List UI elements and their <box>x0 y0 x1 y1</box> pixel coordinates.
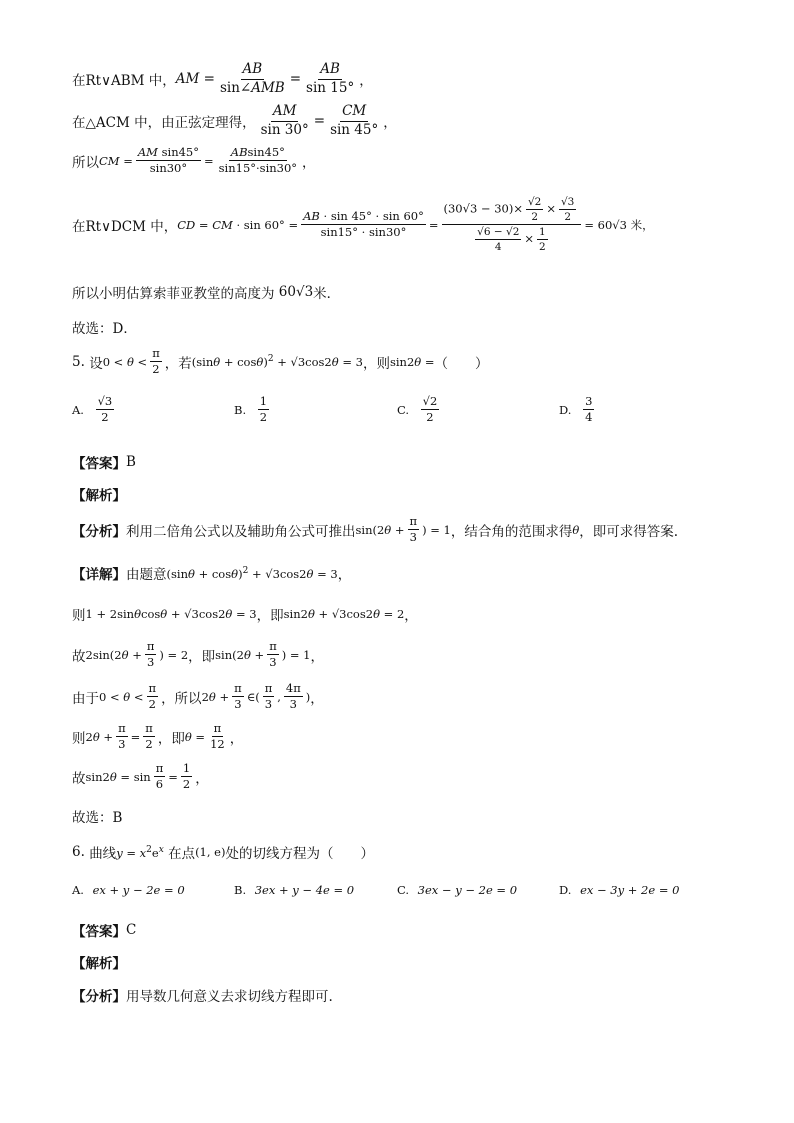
q5-choose: 故选：B <box>72 810 123 826</box>
q5-step-5: 故 sin2θ = sin $\frac{\pi}{6}$ = $\frac{1}{2}$ ， <box>72 761 209 792</box>
eq-line-cd: 在Rt∨DCM 中， CD = CM · sin 60° = $\frac{AB \cdot \sin 45^\circ \cdot \sin 60^\circ}{\sin 15^\circ \cdot \sin 30^\circ}$ = (30√3 − 30)× $\frac{√2}{2}$ × $\frac{√3}{2}$ $\frac{√6 - √2}{4}$ × $\frac{1}{2}$ = 60√3 米， <box>72 196 654 254</box>
q5-fenxi: 【分析】 利用二倍角公式以及辅助角公式可推出 sin(2θ + $\frac{\pi}{3}$ ) = 1 ，结合角的范围求得 θ ，即可求得答案. <box>72 514 679 545</box>
q6-answer: 【答案】 C <box>72 922 137 940</box>
q6-number: 6. <box>72 844 85 860</box>
conclusion-line: 所以小明估算索菲亚教堂的高度为 60√3 米． <box>72 284 341 302</box>
q5-step-1: 则 1 + 2sinθcosθ + √3cos2θ = 3 ，即 sin2θ + √3cos2θ = 2 ， <box>72 607 418 624</box>
q5-option-a: A. $\frac{√3}{2}$ <box>72 394 113 425</box>
q5-number: 5. <box>72 353 85 370</box>
q6-stem: 6. 曲线 $y = x^2e^x$ 在点 (1, e) 处的切线方程为（ ） <box>72 844 374 862</box>
answer-value: C <box>126 922 137 938</box>
q5-stem: 5. 设 0 < θ < $\frac{\pi}{2}$ ，若 $(\sin\theta + \cos\theta)^2 + √3\cos 2\theta = 3$ ，则 sin2θ = （ ） <box>72 346 489 377</box>
q6-option-b: B. 3ex + y − 4e = 0 <box>234 883 355 897</box>
eq-line-am-prefix: 在Rt∨ABM 中， <box>72 73 176 90</box>
answer-tag: 【答案】 <box>72 456 126 472</box>
fraction: $\frac{AB}{\text{sin∠AMB}}$ <box>219 61 285 96</box>
eq-line-sine-law: 在△ACM 中，由正弦定理得， $\frac{AM}{\sin 30^\circ}$ = $\frac{CM}{\sin 45^\circ}$ ， <box>72 103 397 138</box>
q5-step-4: 则 2θ + $\frac{\pi}{3}$ = $\frac{\pi}{2}$ ，即 θ = $\frac{\pi}{12}$ ， <box>72 721 244 752</box>
q6-option-c: C. 3ex − y − 2e = 0 <box>397 883 518 897</box>
choose-q4: 故选：D． <box>72 321 137 337</box>
q6-option-d: D. ex − 3y + 2e = 0 <box>559 883 680 897</box>
q5-answer <box>72 452 136 472</box>
q6-analysis-tag: 【解析】 <box>72 956 126 972</box>
q6-fenxi: 【分析】 用导数几何意义去求切线方程即可. <box>72 989 333 1005</box>
eq-line-cm: 所以 CM = $\frac{\text{AM sin45°}}{\sin 30^\circ}$ = $\frac{ABsin45^\circ}{\sin 15^\circ\cdot\sin 30^\circ}$ ， <box>72 145 316 176</box>
q6-option-a: A. ex + y − 2e = 0 <box>72 883 185 897</box>
q5-option-c: C. $\frac{√2}{2}$ <box>397 394 438 425</box>
answer-value: B <box>126 454 136 470</box>
eq-line-sine-law-prefix: 在△ACM 中，由正弦定理得， <box>72 115 256 132</box>
eq-line-am: 在Rt∨ABM 中， AM = $\frac{AB}{\text{sin∠AMB}}$ = $\frac{AB}{\sin 15^\circ}$ ， <box>72 61 373 96</box>
eq-line-cm-prefix: 所以 <box>72 154 99 171</box>
conclusion-unit: 米． <box>313 286 341 302</box>
eq-line-cd-prefix: 在Rt∨DCM 中， <box>72 218 178 235</box>
q5-step-2: 故 2sin(2θ + $\frac{\pi}{3}$ ) = 2 ，即 sin(2θ + $\frac{\pi}{3}$ ) = 1 ， <box>72 639 324 670</box>
q5-detail: 【详解】 由题意 $(\sin\theta + \cos\theta)^2 + √3\cos 2\theta = 3$ ， <box>72 565 352 583</box>
q5-step-3: 由于 0 < θ < $\frac{\pi}{2}$ ，所以 2θ + $\frac{\pi}{3}$ ∈( $\frac{\pi}{3}$ , $\frac{4\pi}{3}$ ) ， <box>72 681 324 712</box>
q5-analysis-tag: 【解析】 <box>72 488 126 504</box>
conclusion-text: 所以小明估算索菲亚教堂的高度为 <box>72 286 275 302</box>
q5-option-b: B. $\frac{1}{2}$ <box>234 394 268 425</box>
fraction: $\frac{AB}{\sin 15^\circ}$ <box>306 61 355 96</box>
q5-option-d: D. $\frac{3}{4}$ <box>559 394 593 425</box>
